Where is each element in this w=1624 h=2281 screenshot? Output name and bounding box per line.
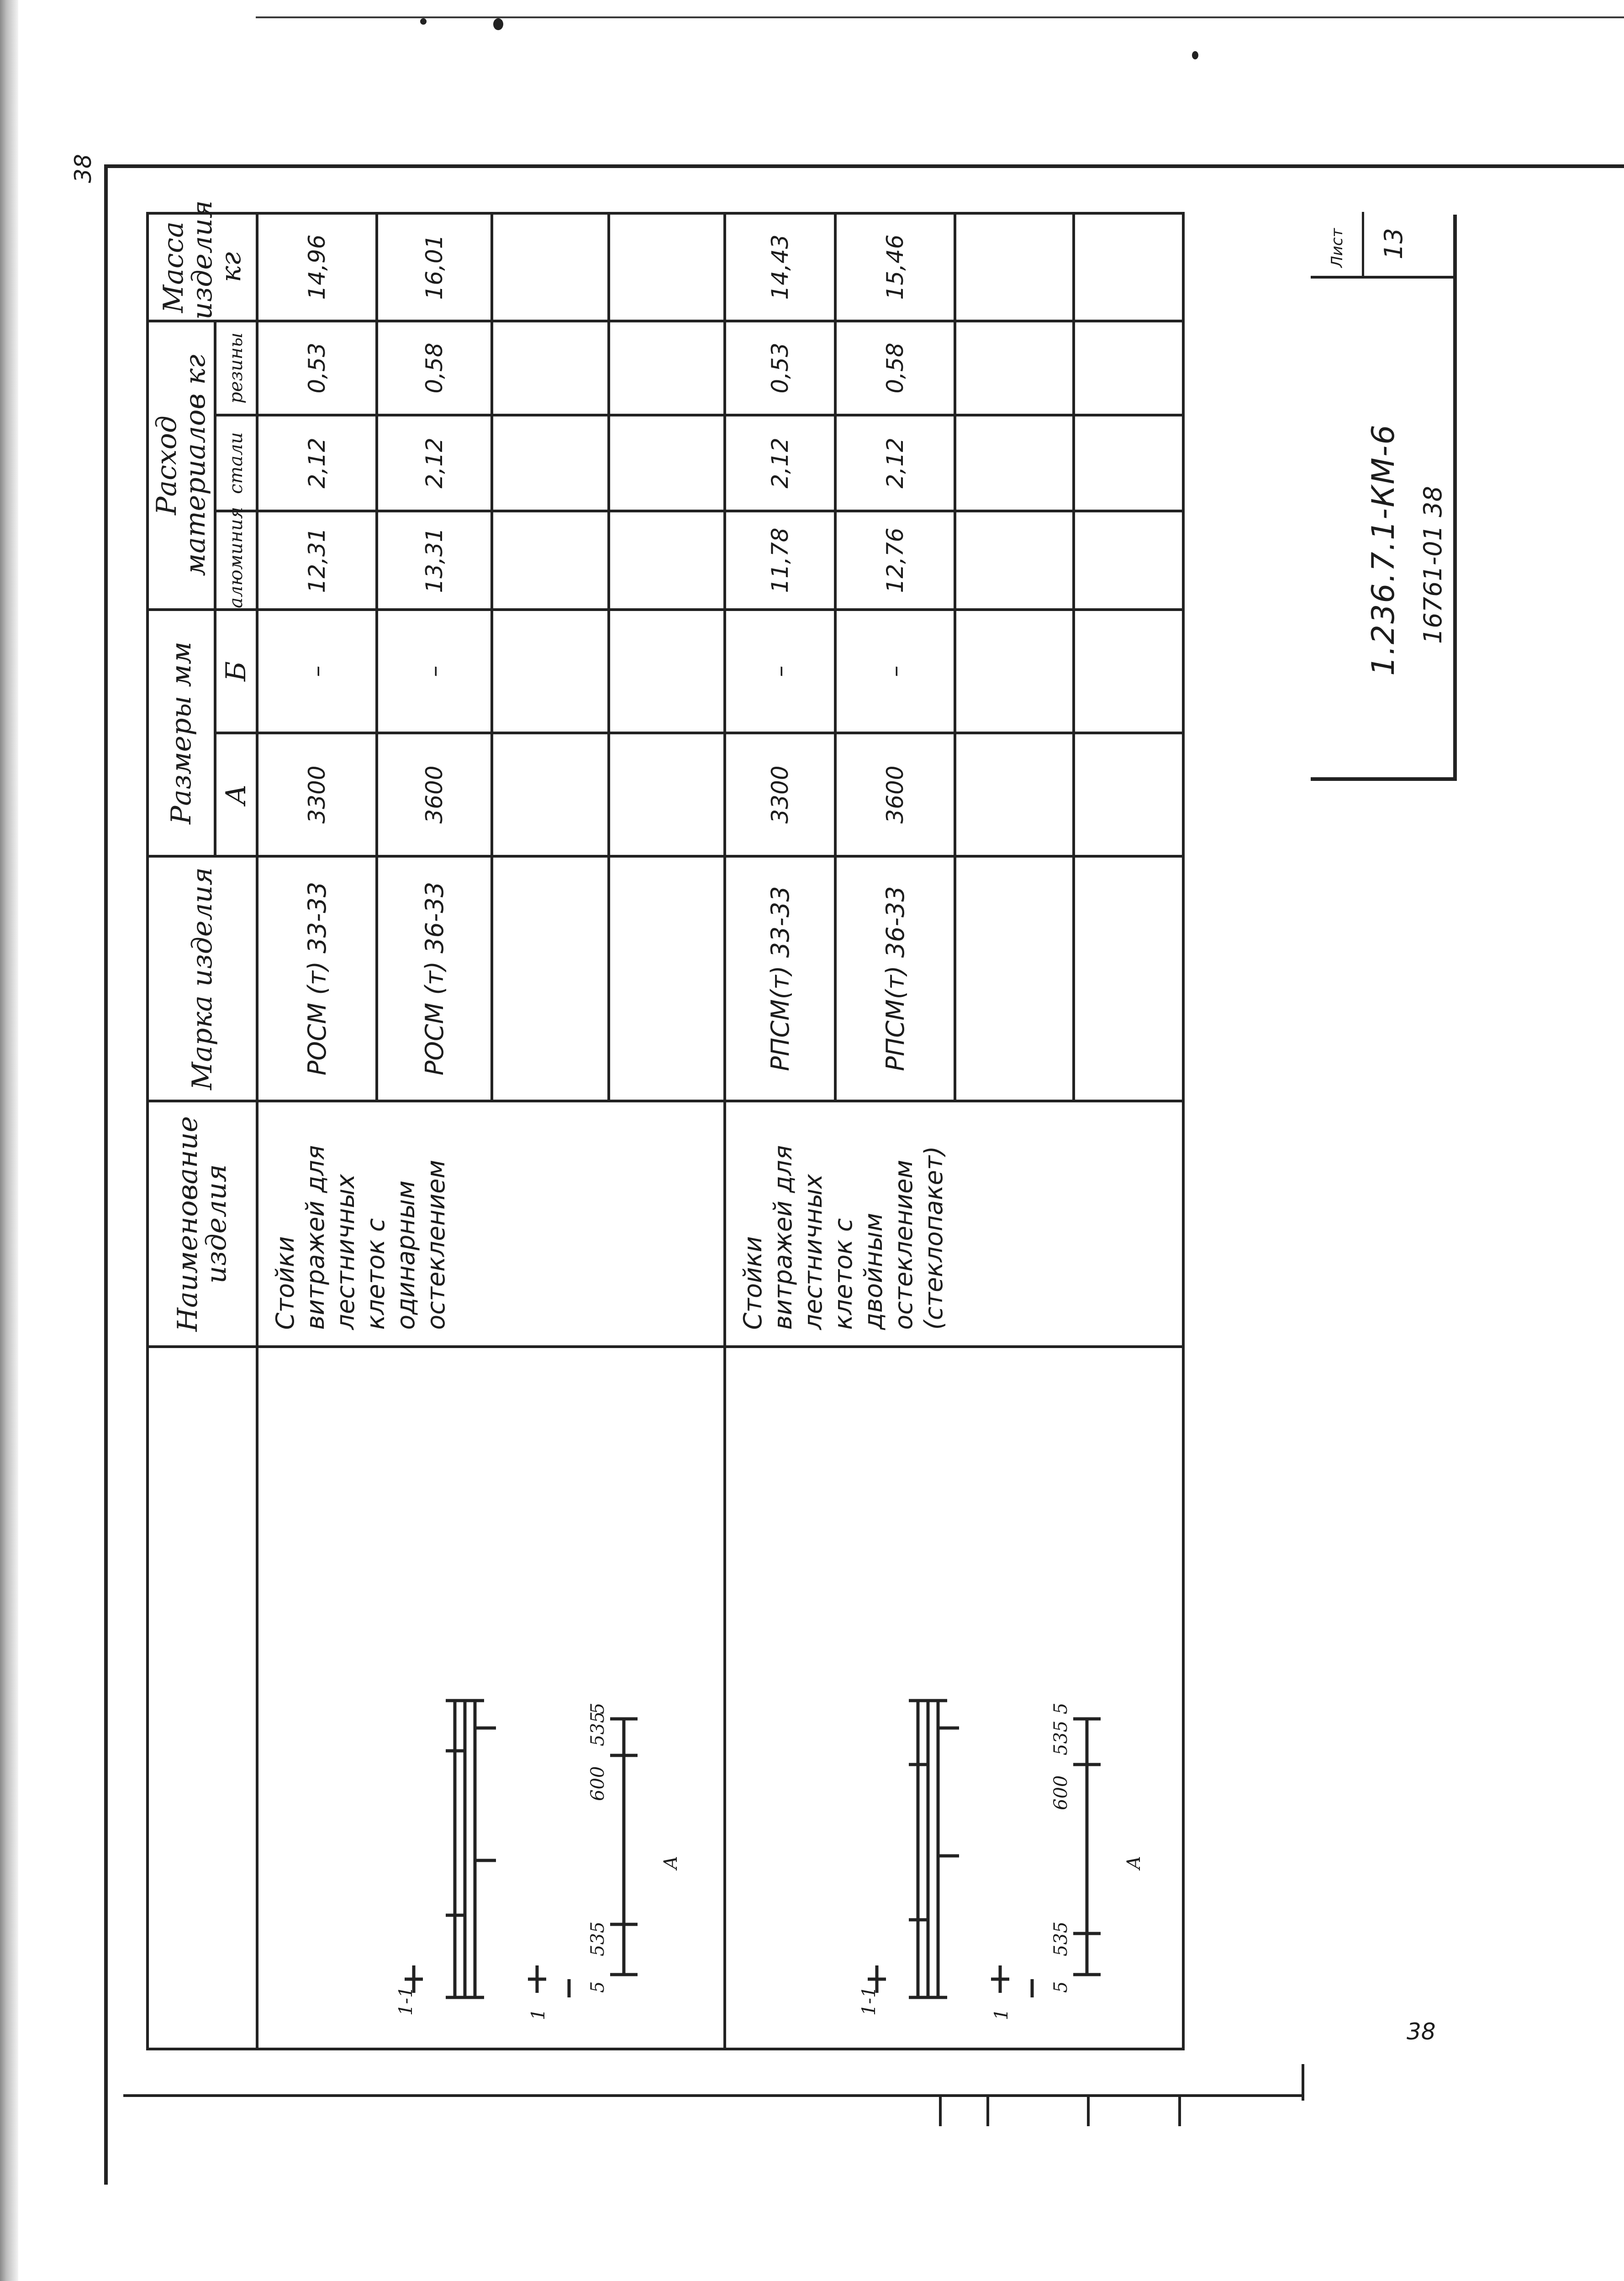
dim-label: 5 [587,1702,608,1714]
frame-tick [939,2094,942,2126]
dim-a-label: А [1123,1855,1144,1870]
sheet-box [1311,215,1457,279]
steel-cell: 2,12 [377,415,492,511]
dim-a-header: А [215,733,257,856]
steel-cell: 2,12 [257,415,377,511]
table-row [257,213,377,2049]
rubber-cell: 0,58 [835,321,955,415]
page-number: 38 [69,154,96,183]
scan-speck [1192,51,1198,59]
section-label: 1-1 [859,1986,880,2016]
mass-cell: 14,96 [257,213,377,321]
mass-cell: 16,01 [377,213,492,321]
frame-tick [1178,2094,1181,2126]
dim-label: 5 [587,1981,608,1993]
dim-label: 600 [587,1766,608,1801]
dim-label: 535 [587,1711,608,1746]
corner-page-number: 38 [1407,2018,1436,2045]
dims-header: Размеры мм [148,610,215,856]
aluminium-cell: 12,76 [835,511,955,610]
double-glazing-description: Стойки витражей для лестничных клеток с двойным остеклением (стеклопакет) [725,1101,1183,1347]
mass-cell: 14,43 [725,213,835,321]
aluminium-cell: 11,78 [725,511,835,610]
rubber-cell: 0,53 [725,321,835,415]
dim-a-cell: 3300 [257,733,377,856]
dim-label: 535 [1050,1720,1071,1755]
mark-cell: РПСМ(т) 33-33 [725,856,835,1101]
dim-b-cell: – [725,610,835,733]
mark-cell: РОСМ (т) 33-33 [257,856,377,1101]
rotated-sheet [146,200,1453,2050]
dim-a-cell: 3600 [377,733,492,856]
cut-label: 1 [528,2008,549,2020]
name-header: Наименование изделия [148,1101,257,1347]
dim-b-header: Б [215,610,257,733]
archive-number: 16761-01 38 [1418,486,1447,644]
steel-cell: 2,12 [835,415,955,511]
scan-top-rule [256,16,1624,18]
double-glazing-sketch-cell [725,1347,1183,2049]
single-glazing-sketch-cell [257,1347,725,2049]
dim-b-cell: – [377,610,492,733]
sheet-label: Лист [1328,228,1346,268]
mass-header: Масса изделия кг [148,213,257,321]
dim-label: 600 [1050,1775,1071,1810]
rubber-header: резины [215,321,257,415]
dim-b-cell: – [835,610,955,733]
section-label: 1-1 [395,1986,417,2016]
steel-header: стали [215,415,257,511]
aluminium-cell: 13,31 [377,511,492,610]
mass-cell: 15,46 [835,213,955,321]
single-glazing-description: Стойки витражей для лестничных клеток с одинарным остеклением [257,1101,725,1347]
table-row [725,213,835,2049]
sketch-header-cell [148,1347,257,2049]
mullion-sketch [258,1351,721,2048]
dim-b-cell: – [257,610,377,733]
dim-a-cell: 3300 [725,733,835,856]
document-code: 1.236.7.1-КМ-6 [1366,424,1402,676]
aluminium-header: алюминия [215,511,257,610]
title-block [1311,215,1544,781]
sheet-divider [1362,212,1364,276]
mullion-sketch [726,1351,1183,2048]
sheet-number: 13 [1379,228,1408,259]
scan-speck [420,18,427,25]
cut-label: 1 [991,2008,1012,2020]
mark-cell: РОСМ (т) 36-33 [377,856,492,1101]
rubber-cell: 0,53 [257,321,377,415]
rubber-cell: 0,58 [377,321,492,415]
spec-table [146,200,1185,2050]
frame-tick [1087,2094,1090,2126]
mark-cell: РПСМ(т) 36-33 [835,856,955,1101]
dim-a-cell: 3600 [835,733,955,856]
scan-left-edge [0,0,18,2281]
frame-bottom-line [123,2094,1302,2097]
aluminium-cell: 12,31 [257,511,377,610]
mark-header: Марка изделия [148,856,257,1101]
dim-label: 535 [1050,1921,1071,1956]
materials-header: Расход материалов кг [148,321,215,610]
dim-a-label: А [660,1855,681,1870]
dim-label: 5 [1050,1981,1071,1993]
dim-label: 535 [587,1921,608,1956]
scan-speck [493,18,503,30]
frame-tick [1302,2064,1304,2101]
steel-cell: 2,12 [725,415,835,511]
frame-tick [986,2094,989,2126]
dim-label: 5 [1050,1702,1071,1714]
